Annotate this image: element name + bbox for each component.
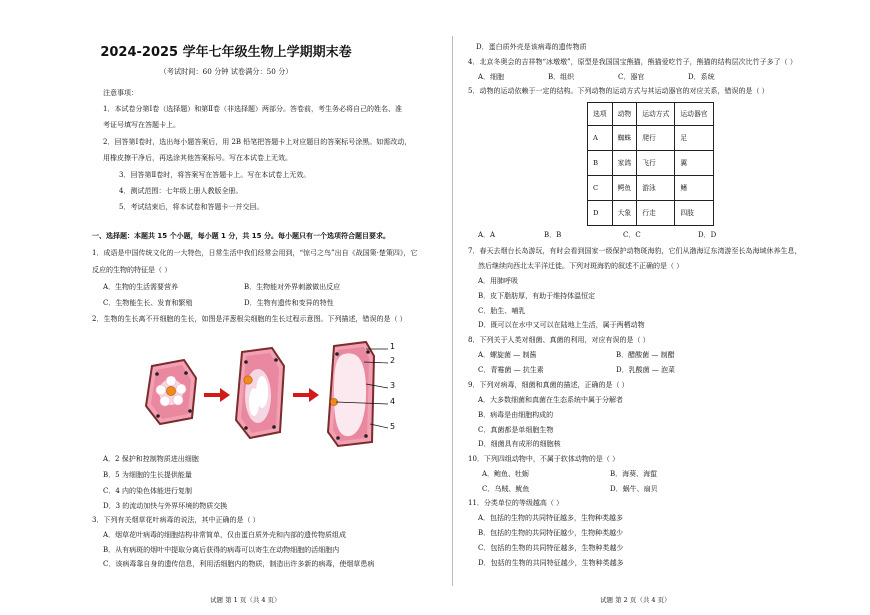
arrow-icon <box>204 388 230 402</box>
note-line: 用橡皮擦干净后，再选涂其他答案标号。写在本试卷上无效。 <box>103 154 292 162</box>
table-cell: D <box>588 201 613 226</box>
table-header: 运动方式 <box>637 103 675 126</box>
q11-option-c: C．包括的生物的共同特征越多，生物种类越少 <box>478 544 624 552</box>
medium-cell <box>236 348 284 438</box>
table-cell: 鳍 <box>675 176 713 201</box>
table-cell: 游泳 <box>637 176 675 201</box>
q4-option-d: D．系统 <box>688 73 715 81</box>
q5-table <box>587 102 714 226</box>
note-line: 考证号填写在答题卡上。 <box>103 121 180 129</box>
q11-stem: 11．分类单位的等级越高（ ） <box>468 499 564 507</box>
note-line: 3．回答第Ⅱ卷时，将答案写在答题卡上。写在本试卷上无效。 <box>119 171 311 179</box>
table-header: 选项 <box>588 103 613 126</box>
q8-option-b: B．醋酸菌 — 制醋 <box>616 351 675 359</box>
diagram-label-1: 1 <box>390 342 396 351</box>
table-header-row <box>588 103 714 126</box>
q10-option-c: C．乌贼、鱿鱼 <box>482 485 530 493</box>
table-header: 运动器官 <box>675 103 713 126</box>
q10-stem: 10．下列四组动物中，不属于软体动物的是（ ） <box>468 455 620 463</box>
cell-growth-diagram <box>138 340 408 448</box>
q11-option-b: B．包括的生物的共同特征越少，生物种类越少 <box>478 529 624 537</box>
q1-stem: 反应的生物的特征是（ ） <box>92 266 172 274</box>
q7-option-a: A．用肺呼吸 <box>478 277 519 285</box>
q2-option-d: D．3 的流动加快与外界环境的物质交换 <box>103 502 228 510</box>
table-cell: C <box>588 176 613 201</box>
q11-option-d: D．包括的生物的共同特征越少，生物种类越多 <box>478 559 624 567</box>
note-line: 4．测试范围：七年级上册人教版全册。 <box>119 187 243 195</box>
q1-option-d: D．生物有遗传和变异的特性 <box>244 299 334 307</box>
q7-stem: 然后继续向西北太平洋迁徙。下列对斑海豹的叙述不正确的是（ ） <box>478 262 684 270</box>
table-cell: 蜘蛛 <box>612 126 637 151</box>
table-cell: A <box>588 126 613 151</box>
table-row <box>588 126 714 151</box>
table-cell: 家鸽 <box>612 151 637 176</box>
table-cell: 四肢 <box>675 201 713 226</box>
right-column <box>452 0 870 615</box>
q9-stem: 9．下列对病毒，细菌和真菌的描述，正确的是（ ） <box>468 381 629 389</box>
table-cell: 翼 <box>675 151 713 176</box>
arrow-icon <box>293 388 319 402</box>
q8-option-a: A．螺旋菌 — 制酱 <box>478 351 537 359</box>
section-heading: 一、选择题：本题共 15 个小题，每小题 1 分，共 15 分。每小题只有一个选项符合题目要求。 <box>92 232 390 240</box>
q5-option-d: D．D <box>698 231 717 239</box>
q7-option-b: B．皮下脂肪厚，有助于维持体温恒定 <box>478 292 596 300</box>
q3-option-d: D．蛋白质外壳是该病毒的遗传物质 <box>476 43 587 51</box>
q3-option-a: A．烟草花叶病毒的细胞结构非常简单，仅由蛋白质外壳和内部的遗传物质组成 <box>103 531 347 539</box>
q4-option-b: B．组织 <box>548 73 575 81</box>
q8-stem: 8．下列关于人类对细菌、真菌的利用，对应有误的是（ ） <box>468 336 650 344</box>
q4-stem: 4．北京冬奥会的吉祥物“冰墩墩”，原型是我国国宝熊猫，熊猫爱吃竹子，熊猫的结构层次比竹子多了（ ） <box>468 58 797 66</box>
exam-title: 2024-2025 学年七年级生物上学期期末卷 <box>100 45 352 60</box>
q2-option-a: A．2 保护和控制物质进出细胞 <box>103 455 199 463</box>
q3-stem: 3．下列有关烟草花叶病毒的说法，其中正确的是（ ） <box>92 516 260 524</box>
q2-option-b: B．5 为细胞的生长提供能量 <box>103 471 192 479</box>
q7-option-c: C．胎生、哺乳 <box>478 307 526 315</box>
diagram-label-3: 3 <box>390 381 396 390</box>
diagram-label-2: 2 <box>390 356 396 365</box>
q1-option-b: B．生物能对外界刺激做出反应 <box>244 283 341 291</box>
q1-option-c: C．生物能生长、发育和繁殖 <box>103 299 193 307</box>
table-cell: 大象 <box>612 201 637 226</box>
diagram-label-4: 4 <box>390 397 396 406</box>
note-line: 5．考试结束后，将本试卷和答题卡一并交回。 <box>119 203 264 211</box>
exam-subtitle: （考试时间：60 分钟 试卷满分：50 分） <box>159 67 293 76</box>
q3-option-b: B．从有病斑的烟叶中提取分离后获得的病毒可以寄生在动物细胞的活细胞内 <box>103 546 340 554</box>
q5-option-b: B．B <box>544 231 562 239</box>
q2-stem: 2．生物的生长离不开细胞的生长，如图是洋葱根尖细胞的生长过程示意图。下列描述，错误的是（ ） <box>92 315 407 323</box>
q3-option-c: C．该病毒靠自身的遗传信息，利用活细胞内的物质，制造出许多新的病毒，使烟草患病 <box>103 560 375 568</box>
table-row <box>588 201 714 226</box>
table-cell: 足 <box>675 126 713 151</box>
q5-stem: 5．动物的运动依赖于一定的结构。下列动物的运动方式与其运动器官的对应关系，错误的是（ ） <box>468 87 769 95</box>
q4-option-c: C．器官 <box>618 73 645 81</box>
table-header: 动物 <box>612 103 637 126</box>
q10-option-d: D．蜗牛、扇贝 <box>610 485 658 493</box>
q9-option-b: B．病毒是由细胞构成的 <box>478 411 554 419</box>
q10-option-b: B．海葵、海蜇 <box>610 470 658 478</box>
q9-option-d: D．细菌具有成形的细胞核 <box>478 440 561 448</box>
table-cell: B <box>588 151 613 176</box>
note-line: 2．回答第Ⅰ卷时，选出每小题答案后，用 2B 铅笔把答题卡上对应题目的答案标号涂黑。如需改动， <box>103 138 412 146</box>
mature-cell <box>328 342 388 446</box>
small-cell <box>146 360 196 424</box>
footer-page-1: 试题 第 1 页（共 4 页） <box>210 596 281 604</box>
table-row <box>588 176 714 201</box>
q8-option-d: D．乳酸菌 — 泡菜 <box>616 366 676 374</box>
q1-option-a: A．生物的生活需要营养 <box>103 283 179 291</box>
table-cell: 行走 <box>637 201 675 226</box>
q7-option-d: D．既可以在水中又可以在陆地上生活，属于两栖动物 <box>478 321 645 329</box>
footer-page-2: 试题 第 2 页（共 4 页） <box>600 596 671 604</box>
table-cell: 飞行 <box>637 151 675 176</box>
q2-option-c: C．4 内的染色体能进行复制 <box>103 487 193 495</box>
table-cell: 爬行 <box>637 126 675 151</box>
q9-option-c: C．真菌都是单细胞生物 <box>478 426 554 434</box>
q9-option-a: A．大多数细菌和真菌在生态系统中属于分解者 <box>478 396 624 404</box>
q1-stem: 1．成语是中国传统文化的一大特色，日常生活中我们经常会用到，“惊弓之鸟”出自《战国策·楚策四》，它 <box>92 249 418 257</box>
q5-option-c: C．C <box>623 231 641 239</box>
notes-heading: 注意事项： <box>103 89 138 97</box>
diagram-label-5: 5 <box>390 422 396 431</box>
q5-option-a: A．A <box>478 231 496 239</box>
table-cell: 鳄鱼 <box>612 176 637 201</box>
table-row <box>588 151 714 176</box>
q7-stem: 7．春天去烟台长岛游玩，有时会看到国家一级保护动物斑海豹，它们从渤海辽东湾游至长岛海域休养生息， <box>468 247 802 255</box>
q11-option-a: A．包括的生物的共同特征越多，生物种类越多 <box>478 514 624 522</box>
q10-option-a: A．鲍鱼、牡蛎 <box>482 470 530 478</box>
note-line: 1．本试卷分第Ⅰ卷（选择题）和第Ⅱ卷（非选择题）两部分。答卷前，考生务必将自己的姓名、准 <box>103 105 402 113</box>
q4-option-a: A．细胞 <box>478 73 505 81</box>
q8-option-c: C．青霉菌 — 抗生素 <box>478 366 544 374</box>
